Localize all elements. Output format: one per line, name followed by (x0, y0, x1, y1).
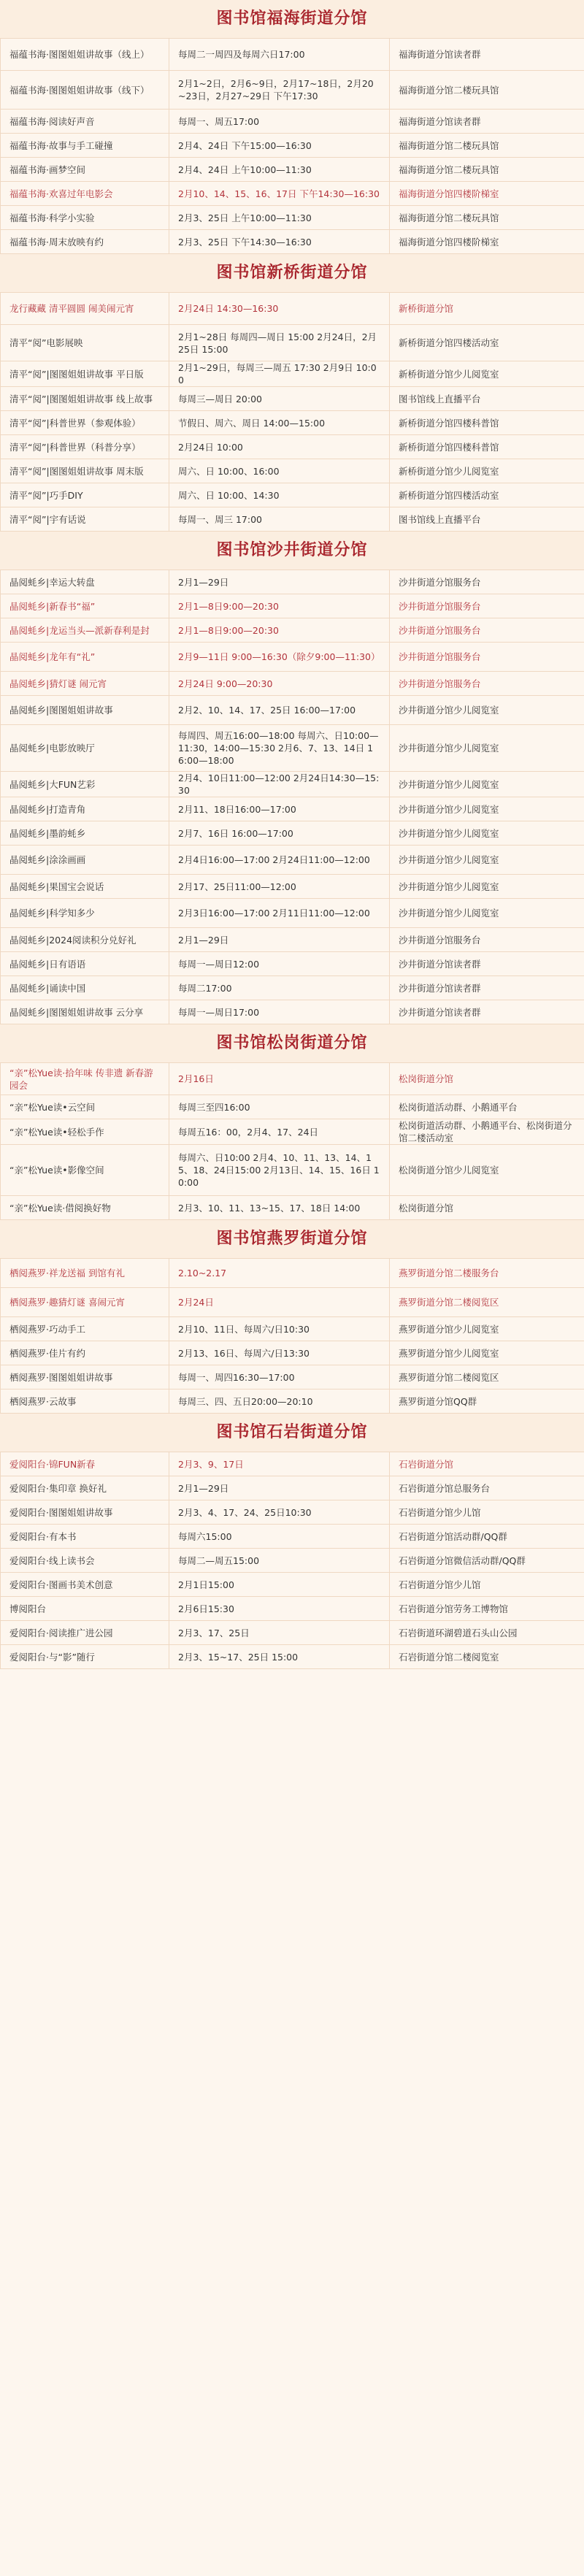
table-row (1, 1525, 584, 1549)
activity-time: 2月16日 (169, 1063, 390, 1095)
activity-place: 福海街道分馆二楼玩具馆 (390, 134, 584, 158)
activity-name: 晶阅蚝乡|龙年有“礼” (1, 643, 169, 672)
activity-place: 石岩街道分馆少儿馆 (390, 1573, 584, 1597)
table-row (1, 672, 584, 696)
activity-place: 石岩街道分馆 (390, 1452, 584, 1476)
activity-time: 2月2、10、14、17、25日 16:00—17:00 (169, 696, 390, 725)
activity-place: 石岩街道分馆总服务台 (390, 1476, 584, 1500)
activity-time: 2月3、25日 下午14:30—16:30 (169, 230, 390, 254)
activity-name: “亲”松Yue读•云空间 (1, 1095, 169, 1119)
activity-time: 2月9—11日 9:00—16:30（除夕9:00—11:30） (169, 643, 390, 672)
activity-place: 沙井街道分馆少儿阅览室 (390, 821, 584, 846)
activity-place: 新桥街道分馆少儿阅览室 (390, 361, 584, 387)
table-row (1, 1597, 584, 1621)
activity-place: 松岗街道分馆 (390, 1063, 584, 1095)
activity-name: 福蕴书海·图图姐姐讲故事（线下） (1, 71, 169, 110)
activity-time: 2月24日 9:00—20:30 (169, 672, 390, 696)
table-row (1, 507, 584, 532)
activity-place: 沙井街道分馆少儿阅览室 (390, 725, 584, 772)
table-row (1, 325, 584, 361)
activity-time: 2月3日16:00—17:00 2月11日11:00—12:00 (169, 899, 390, 928)
activity-time: 2月17、25日11:00—12:00 (169, 875, 390, 899)
activity-name: 栖阅燕罗·祥龙送福 到馆有礼 (1, 1259, 169, 1288)
activity-time: 2月1~28日 每周四—周日 15:00 2月24日，2月25日 15:00 (169, 325, 390, 361)
activity-time: 2月4、24日 上午10:00—11:30 (169, 158, 390, 182)
activity-place: 沙井街道分馆少儿阅览室 (390, 696, 584, 725)
activity-time: 2月11、18日16:00—17:00 (169, 797, 390, 821)
activity-name: 晶阅蚝乡|大FUN艺彩 (1, 772, 169, 797)
activity-name: 晶阅蚝乡|日有语语 (1, 952, 169, 976)
activity-place: 燕罗街道分馆二楼阅览区 (390, 1288, 584, 1317)
activity-place: 图书馆线上直播平台 (390, 387, 584, 411)
activity-time: 周六、日 10:00、14:30 (169, 483, 390, 507)
table-row (1, 1196, 584, 1220)
activity-time: 每周三、四、五日20:00—20:10 (169, 1389, 390, 1414)
activity-name: 晶阅蚝乡|墨韵蚝乡 (1, 821, 169, 846)
activity-time: 2月1~2日，2月6~9日，2月17~18日，2月20~23日，2月27~29日 下午17:30 (169, 71, 390, 110)
table-row (1, 594, 584, 618)
activity-name: 晶阅蚝乡|电影放映厅 (1, 725, 169, 772)
table-row (1, 483, 584, 507)
activity-name: 清平“阅”电影展映 (1, 325, 169, 361)
activity-place: 沙井街道分馆少儿阅览室 (390, 899, 584, 928)
activity-name: “亲”松Yue读•轻松手作 (1, 1119, 169, 1145)
activity-place: 石岩街道分馆活动群/QQ群 (390, 1525, 584, 1549)
activity-place: 新桥街道分馆四楼活动室 (390, 483, 584, 507)
activity-time: 2月24日 10:00 (169, 435, 390, 459)
activity-name: 晶阅蚝乡|图图姐姐讲故事 (1, 696, 169, 725)
activity-name: 爱阅阳台·与“影”随行 (1, 1645, 169, 1669)
activity-time: 每周一、周四16:30—17:00 (169, 1365, 390, 1389)
activity-name: 栖阅燕罗·云故事 (1, 1389, 169, 1414)
activity-name: 晶阅蚝乡|幸运大转盘 (1, 570, 169, 594)
schedule-table (0, 1062, 584, 1220)
table-row (1, 1145, 584, 1196)
activity-place: 沙井街道分馆读者群 (390, 1000, 584, 1024)
activity-name: 福蕴书海·画梦空间 (1, 158, 169, 182)
activity-time: 每周三至四16:00 (169, 1095, 390, 1119)
activity-time: 每周一—周日17:00 (169, 1000, 390, 1024)
table-row (1, 1645, 584, 1669)
section-title: 图书馆福海街道分馆 (0, 0, 584, 38)
schedule-table (0, 1258, 584, 1414)
activity-time: 2.10~2.17 (169, 1259, 390, 1288)
activity-time: 每周五16：00，2月4、17、24日 (169, 1119, 390, 1145)
activity-place: 燕罗街道分馆QQ群 (390, 1389, 584, 1414)
table-row (1, 1500, 584, 1525)
table-row (1, 821, 584, 846)
table-row (1, 134, 584, 158)
activity-time: 2月7、16日 16:00—17:00 (169, 821, 390, 846)
table-row (1, 435, 584, 459)
activity-place: 松岗街道分馆少儿阅览室 (390, 1145, 584, 1196)
activity-place: 新桥街道分馆四楼活动室 (390, 325, 584, 361)
activity-place: 福海街道分馆二楼玩具馆 (390, 206, 584, 230)
table-row (1, 875, 584, 899)
activity-name: 福蕴书海·故事与手工碰撞 (1, 134, 169, 158)
table-row (1, 952, 584, 976)
table-row (1, 618, 584, 643)
table-row (1, 411, 584, 435)
activity-time: 2月13、16日、每周六/日13:30 (169, 1341, 390, 1365)
activity-place: 沙井街道分馆少儿阅览室 (390, 875, 584, 899)
activity-time: 2月3、10、11、13~15、17、18日 14:00 (169, 1196, 390, 1220)
table-row (1, 39, 584, 71)
activity-place: 沙井街道分馆少儿阅览室 (390, 772, 584, 797)
activity-name: “亲”松Yue读·拾年味 传非遗 新春游园会 (1, 1063, 169, 1095)
table-row (1, 1095, 584, 1119)
table-row (1, 725, 584, 772)
activity-time: 每周二一周四及每周六日17:00 (169, 39, 390, 71)
activity-place: 福海街道分馆二楼玩具馆 (390, 71, 584, 110)
table-row (1, 1389, 584, 1414)
table-row (1, 899, 584, 928)
table-row (1, 459, 584, 483)
schedule-table (0, 38, 584, 254)
activity-place: 沙井街道分馆少儿阅览室 (390, 846, 584, 875)
activity-time: 2月3、17、25日 (169, 1621, 390, 1645)
activity-time: 每周四、周五16:00—18:00 每周六、日10:00—11:30，14:00—15:30 2月6、7、13、14日 16:00—18:00 (169, 725, 390, 772)
activity-place: 沙井街道分馆少儿阅览室 (390, 797, 584, 821)
activity-place: 松岗街道活动群、小鹅通平台 (390, 1095, 584, 1119)
activity-time: 2月24日 (169, 1288, 390, 1317)
table-row (1, 1317, 584, 1341)
table-row (1, 1476, 584, 1500)
activity-place: 新桥街道分馆四楼科普馆 (390, 435, 584, 459)
activity-name: “亲”松Yue读•影像空间 (1, 1145, 169, 1196)
activity-name: 晶阅蚝乡|2024阅读积分兑好礼 (1, 928, 169, 952)
activity-time: 节假日、周六、周日 14:00—15:00 (169, 411, 390, 435)
activity-place: 新桥街道分馆四楼科普馆 (390, 411, 584, 435)
table-row (1, 1288, 584, 1317)
table-row (1, 1573, 584, 1597)
activity-time: 2月1—8日9:00—20:30 (169, 618, 390, 643)
activity-time: 2月3、9、17日 (169, 1452, 390, 1476)
activity-place: 石岩街道分馆二楼阅览室 (390, 1645, 584, 1669)
activity-name: “亲”松Yue读·借阅换好物 (1, 1196, 169, 1220)
activity-time: 周六、日 10:00、16:00 (169, 459, 390, 483)
activity-time: 每周六、日10:00 2月4、10、11、13、14、15、18、24日15:00 2月13日、14、15、16日 10:00 (169, 1145, 390, 1196)
activity-name: 晶阅蚝乡|涂涂画画 (1, 846, 169, 875)
activity-place: 燕罗街道分馆二楼阅览区 (390, 1365, 584, 1389)
table-row (1, 846, 584, 875)
table-row (1, 1000, 584, 1024)
table-row (1, 976, 584, 1000)
activity-place: 石岩街道分馆少儿馆 (390, 1500, 584, 1525)
activity-name: 晶阅蚝乡|图图姐姐讲故事 云分享 (1, 1000, 169, 1024)
activity-place: 沙井街道分馆服务台 (390, 594, 584, 618)
activity-time: 2月6日15:30 (169, 1597, 390, 1621)
activity-name: 晶阅蚝乡|打造青角 (1, 797, 169, 821)
activity-time: 每周六15:00 (169, 1525, 390, 1549)
schedule-table (0, 292, 584, 532)
activity-place: 新桥街道分馆 (390, 293, 584, 325)
table-row (1, 1119, 584, 1145)
activity-time: 2月4、10日11:00—12:00 2月24日14:30—15:30 (169, 772, 390, 797)
activity-name: 清平“阅”|科普世界（参观体验） (1, 411, 169, 435)
activity-name: 爱阅阳台·线上读书会 (1, 1549, 169, 1573)
table-row (1, 643, 584, 672)
activity-name: 爱阅阳台·锦FUN新春 (1, 1452, 169, 1476)
activity-time: 2月24日 14:30—16:30 (169, 293, 390, 325)
table-row (1, 182, 584, 206)
activity-place: 图书馆线上直播平台 (390, 507, 584, 532)
table-row (1, 570, 584, 594)
table-row (1, 361, 584, 387)
activity-name: 福蕴书海·欢喜过年电影会 (1, 182, 169, 206)
activity-time: 每周一—周日12:00 (169, 952, 390, 976)
activity-name: 晶阅蚝乡|新春书“福” (1, 594, 169, 618)
activity-time: 每周二—周五15:00 (169, 1549, 390, 1573)
activity-time: 每周一、周三 17:00 (169, 507, 390, 532)
table-row (1, 387, 584, 411)
activity-name: 栖阅燕罗·图图姐姐讲故事 (1, 1365, 169, 1389)
activity-time: 2月1—8日9:00—20:30 (169, 594, 390, 618)
activity-place: 燕罗街道分馆二楼服务台 (390, 1259, 584, 1288)
activity-name: 爱阅阳台·图图姐姐讲故事 (1, 1500, 169, 1525)
table-row (1, 1621, 584, 1645)
activity-place: 松岗街道分馆 (390, 1196, 584, 1220)
activity-time: 2月1—29日 (169, 570, 390, 594)
activity-place: 沙井街道分馆读者群 (390, 952, 584, 976)
activity-name: 爱阅阳台·有本书 (1, 1525, 169, 1549)
activity-time: 2月4日16:00—17:00 2月24日11:00—12:00 (169, 846, 390, 875)
activity-name: 爱阅阳台·集印章 换好礼 (1, 1476, 169, 1500)
activity-time: 2月1~29日，每周三—周五 17:30 2月9日 10:00 (169, 361, 390, 387)
activity-time: 2月3、25日 上午10:00—11:30 (169, 206, 390, 230)
activity-time: 2月3、15~17、25日 15:00 (169, 1645, 390, 1669)
table-row (1, 1063, 584, 1095)
activity-name: 福蕴书海·科学小实验 (1, 206, 169, 230)
activity-time: 2月10、11日、每周六/日10:30 (169, 1317, 390, 1341)
activity-name: 清平“阅”|图图姐姐讲故事 平日版 (1, 361, 169, 387)
table-row (1, 158, 584, 182)
activity-name: 晶阅蚝乡|果国宝会说话 (1, 875, 169, 899)
table-row (1, 696, 584, 725)
activity-time: 2月10、14、15、16、17日 下午14:30—16:30 (169, 182, 390, 206)
activity-name: 清平“阅”|图图姐姐讲故事 周末版 (1, 459, 169, 483)
activity-place: 沙井街道分馆服务台 (390, 928, 584, 952)
activity-name: 晶阅蚝乡|猜灯谜 闹元宵 (1, 672, 169, 696)
table-row (1, 1365, 584, 1389)
activity-time: 2月1日15:00 (169, 1573, 390, 1597)
activity-name: 福蕴书海·阅读好声音 (1, 110, 169, 134)
table-row (1, 1341, 584, 1365)
table-row (1, 772, 584, 797)
activity-name: 清平“阅”|图图姐姐讲故事 线上故事 (1, 387, 169, 411)
activity-place: 福海街道分馆二楼玩具馆 (390, 158, 584, 182)
activity-place: 石岩街道环湖碧道石头山公园 (390, 1621, 584, 1645)
activity-place: 福海街道分馆四楼阶梯室 (390, 230, 584, 254)
section-title: 图书馆沙井街道分馆 (0, 532, 584, 570)
activity-name: 福蕴书海·周末放映有约 (1, 230, 169, 254)
activity-place: 福海街道分馆读者群 (390, 110, 584, 134)
activity-place: 燕罗街道分馆少儿阅览室 (390, 1317, 584, 1341)
activity-name: 龙行藏藏 清平圆圆 闹美闹元宵 (1, 293, 169, 325)
activity-time: 每周三—周日 20:00 (169, 387, 390, 411)
activity-place: 沙井街道分馆服务台 (390, 618, 584, 643)
activity-name: 清平“阅”|巧手DIY (1, 483, 169, 507)
activity-name: 清平“阅”|科普世界（科普分享） (1, 435, 169, 459)
schedule-table (0, 570, 584, 1024)
activity-time: 2月3、4、17、24、25日10:30 (169, 1500, 390, 1525)
activity-time: 2月1—29日 (169, 928, 390, 952)
activity-place: 沙井街道分馆服务台 (390, 570, 584, 594)
activity-name: 栖阅燕罗·趣猜灯谜 喜闹元宵 (1, 1288, 169, 1317)
table-row (1, 230, 584, 254)
activity-place: 福海街道分馆读者群 (390, 39, 584, 71)
activity-name: 晶阅蚝乡|科学知多少 (1, 899, 169, 928)
schedule-table (0, 1452, 584, 1669)
activity-place: 松岗街道活动群、小鹅通平台、松岗街道分馆二楼活动室 (390, 1119, 584, 1145)
activity-name: 博阅阳台 (1, 1597, 169, 1621)
table-row (1, 293, 584, 325)
table-row (1, 1259, 584, 1288)
activity-name: 清平“阅”|宇有话说 (1, 507, 169, 532)
activity-name: 福蕴书海·图图姐姐讲故事（线上） (1, 39, 169, 71)
activity-place: 沙井街道分馆服务台 (390, 672, 584, 696)
activity-name: 爱阅阳台·图画书美术创意 (1, 1573, 169, 1597)
section-title: 图书馆新桥街道分馆 (0, 254, 584, 292)
table-row (1, 71, 584, 110)
activity-name: 栖阅燕罗·巧动手工 (1, 1317, 169, 1341)
activity-name: 晶阅蚝乡|龙运当头—派新春利是封 (1, 618, 169, 643)
activity-time: 每周一、周五17:00 (169, 110, 390, 134)
activity-place: 石岩街道分馆劳务工博物馆 (390, 1597, 584, 1621)
activity-place: 新桥街道分馆少儿阅览室 (390, 459, 584, 483)
table-row (1, 206, 584, 230)
activity-place: 燕罗街道分馆少儿阅览室 (390, 1341, 584, 1365)
table-row (1, 1452, 584, 1476)
table-row (1, 928, 584, 952)
activity-place: 福海街道分馆四楼阶梯室 (390, 182, 584, 206)
section-title: 图书馆燕罗街道分馆 (0, 1220, 584, 1258)
activity-name: 晶阅蚝乡|诵读中国 (1, 976, 169, 1000)
activity-time: 每周二17:00 (169, 976, 390, 1000)
activity-place: 沙井街道分馆读者群 (390, 976, 584, 1000)
activity-time: 2月4、24日 下午15:00—16:30 (169, 134, 390, 158)
section-title: 图书馆松岗街道分馆 (0, 1024, 584, 1062)
section-title: 图书馆石岩街道分馆 (0, 1414, 584, 1452)
activity-name: 栖阅燕罗·佳片有约 (1, 1341, 169, 1365)
table-row (1, 110, 584, 134)
activity-place: 石岩街道分馆微信活动群/QQ群 (390, 1549, 584, 1573)
activity-name: 爱阅阳台·阅读推广进公园 (1, 1621, 169, 1645)
activity-time: 2月1—29日 (169, 1476, 390, 1500)
activity-place: 沙井街道分馆服务台 (390, 643, 584, 672)
table-row (1, 797, 584, 821)
table-row (1, 1549, 584, 1573)
